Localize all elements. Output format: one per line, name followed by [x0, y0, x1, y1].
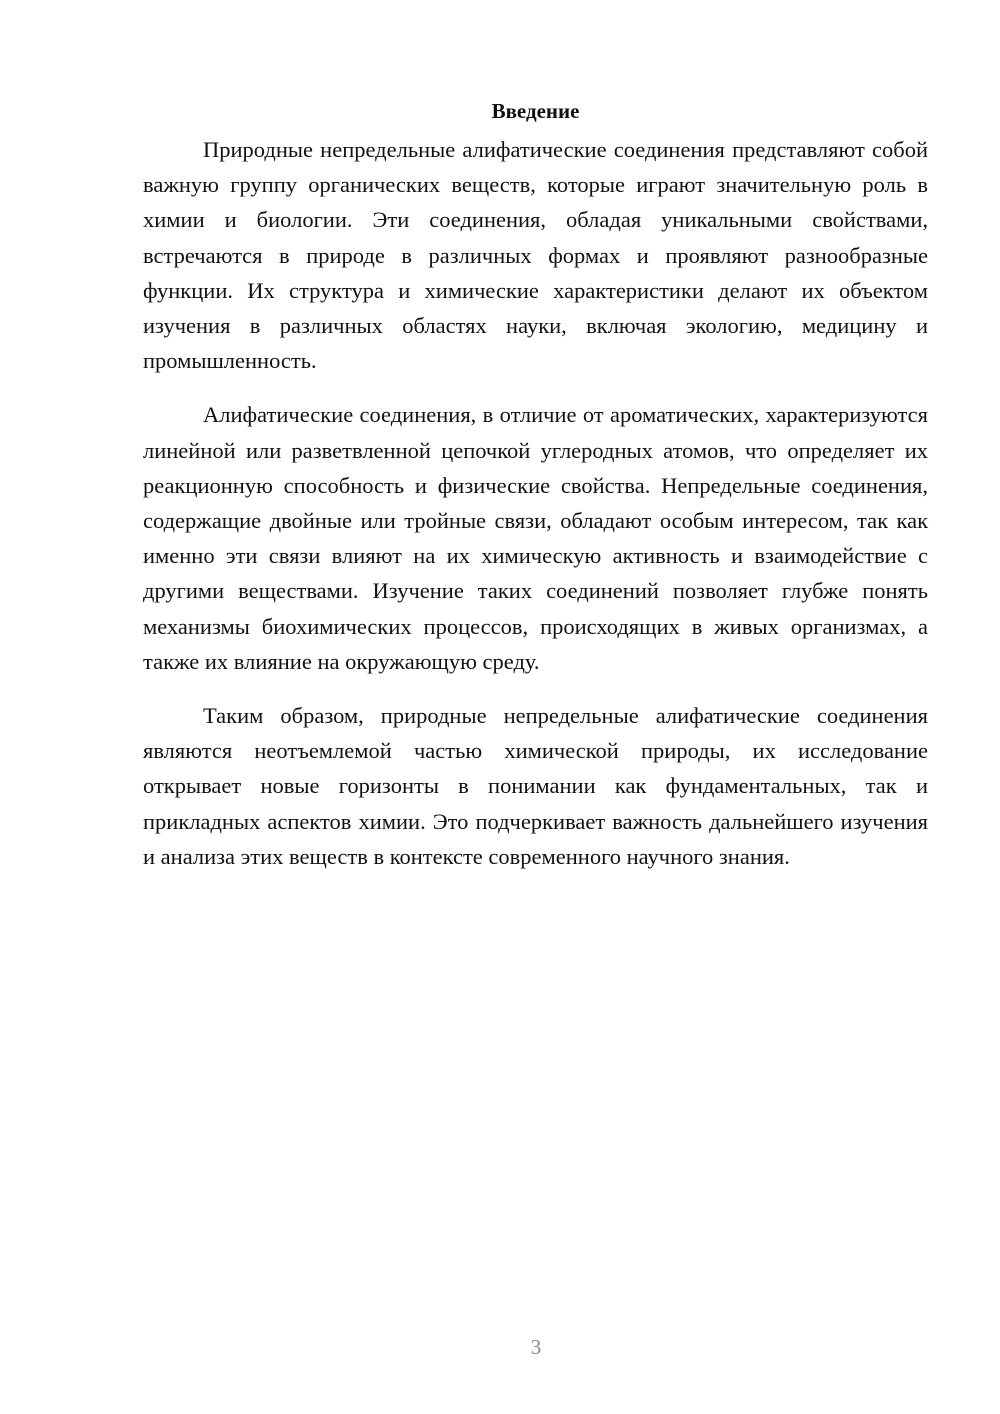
paragraph-2: Алифатические соединения, в отличие от ароматических, характеризуются линейной или разветвленной цепочкой углеродных атомов, что определяет их реакционную способность и физические свойства. Непредельные соединения, содержащие двойные или тройные связи, обладают особым интересом, так как именно эти связи влияют на их химическую активность и взаимодействие с другими веществами. Изучение таких соединений позволяет глубже понять механизмы биохимических процессов, происходящих в живых организмах, а также их влияние на окружающую среду. [143, 402, 928, 674]
page-content [143, 96, 928, 893]
paragraph-3: Таким образом, природные непредельные алифатические соединения являются неотъемлемой частью химической природы, их исследование открывает новые горизонты в понимании как фундаментальных, так и прикладных аспектов химии. Это подчеркивает важность дальнейшего изучения и анализа этих веществ в контексте современного научного знания. [143, 703, 928, 869]
page-number: 3 [530, 1335, 542, 1359]
paragraph-1: Природные непредельные алифатические соединения представляют собой важную группу органических веществ, которые играют значительную роль в химии и биологии. Эти соединения, обладая уникальными свойствами, встречаются в природе в различных формах и проявляют разнообразные функции. Их структура и химические характеристики делают их объектом изучения в различных областях науки, включая экологию, медицину и промышленность. [143, 137, 928, 374]
section-title: Введение [491, 99, 580, 123]
